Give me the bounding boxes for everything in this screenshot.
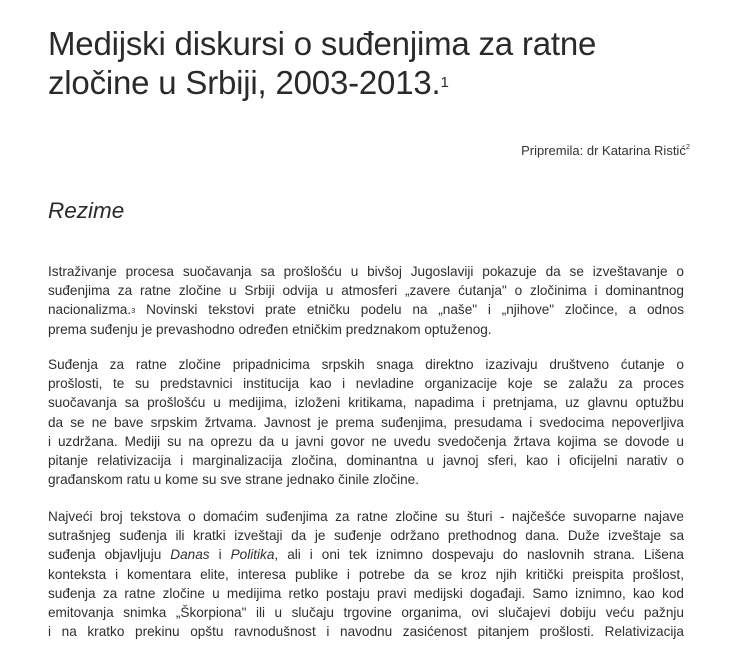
paragraph-line: Suđenja za ratne zločine pripadnicima srpskih snaga direktno izazivaju društveno ćutanje o	[48, 357, 684, 372]
author-footnote-mark[interactable]: 2	[685, 142, 690, 151]
paragraph-line: suočavanja sa prošlošću u medijima, izloženi kritikama, napadima i pretnjama, uz glavnu optužbu	[48, 395, 684, 411]
paragraph-1	[48, 262, 684, 339]
paragraph-line: da se ne bave srpskim žrtvama. Javnost je prema suđenjima, presudama i svedocima nepoverljiva	[48, 414, 684, 430]
paragraph-line: sutrašnjeg suđenja ili kratki izveštaji da je suđenje održano prethodnog dana. Duže izveštaje sa	[48, 528, 684, 544]
paragraph-line: prema suđenju je prevashodno određen etničkim predznakom optuženog.	[48, 321, 492, 337]
title-line-1: Medijski diskursi o suđenjima za ratne	[48, 25, 597, 62]
paragraph-line: Najveći broj tekstova o domaćim suđenjima za ratne zločine su šturi - najčešće suvoparne najave	[48, 509, 684, 524]
line-segment: , ali i oni tek iznimno dospevaju do naslovnih strana. Lišena	[274, 547, 684, 563]
line-segment: suđenja objavljuju	[48, 547, 171, 563]
line-segment: Novinski tekstovi prate etničku podelu na „naše" i „njihove" zločince, a odnos	[135, 302, 684, 318]
newspaper-name-politika: Politika	[230, 547, 275, 563]
title-line-2: zločine u Srbiji, 2003-2013.	[48, 64, 441, 101]
section-heading: Rezime	[48, 198, 125, 223]
paragraph-line: suđenja za ratne zločine u medijima retko postaju pravi medijski događaji. Samo iznimno, kao kod	[48, 585, 684, 601]
title-footnote-mark[interactable]: 1	[440, 74, 449, 91]
paragraph-line: emitovanja snimka „Škorpiona" ili u slučaju trgovine organima, ovi slučajevi dobiju veću pažnju	[48, 605, 684, 621]
line-segment: i	[209, 547, 231, 563]
paragraph-3	[48, 507, 684, 641]
paragraph-line: i na kratko prekinu opštu ravnodušnost i navodnu zasićenost pitanjem prošlosti. Relativizacija	[48, 624, 684, 640]
paragraph-line: pitanje relativizacija i marginalizacija zločina, dominantna u javnoj sferi, kao i oficijelni narativ o	[48, 453, 684, 469]
paragraph-line: Istraživanje procesa suočavanja sa prošlošću u bivšoj Jugoslaviji pokazuje da se izveštavanje o	[48, 264, 684, 279]
paragraph-line: i uzdržana. Mediji su na oprezu da u javni govor ne uvedu svedočenja žrtava kojima se dovode u	[48, 433, 684, 449]
paragraph-2	[48, 355, 684, 489]
paragraph-line: konteksta i komentara elite, interesa publike i potrebe da se kroz njih kritički preispita prošlost,	[48, 566, 684, 582]
paragraph-line: suđenjima za ratne zločine u Srbiji odvija u atmosferi „zavere ćutanja" o zločinima i dominantnog	[48, 283, 684, 299]
paragraph-line	[48, 300, 684, 319]
footnote-mark-3[interactable]: 3	[131, 306, 136, 316]
paragraph-line: prošlosti, te su predstavnici institucija kao i nevladine organizacije koje se zalažu za proces	[48, 376, 684, 392]
author-line	[521, 143, 690, 158]
document-title	[48, 24, 708, 102]
paragraph-line: građanskom ratu u kome su sve strane jednako činile zločine.	[48, 472, 420, 488]
author-text: Pripremila: dr Katarina Ristić	[521, 143, 686, 158]
line-segment: nacionalizma.	[48, 302, 132, 318]
paragraph-line	[48, 545, 684, 564]
newspaper-name-danas: Danas	[170, 547, 210, 563]
